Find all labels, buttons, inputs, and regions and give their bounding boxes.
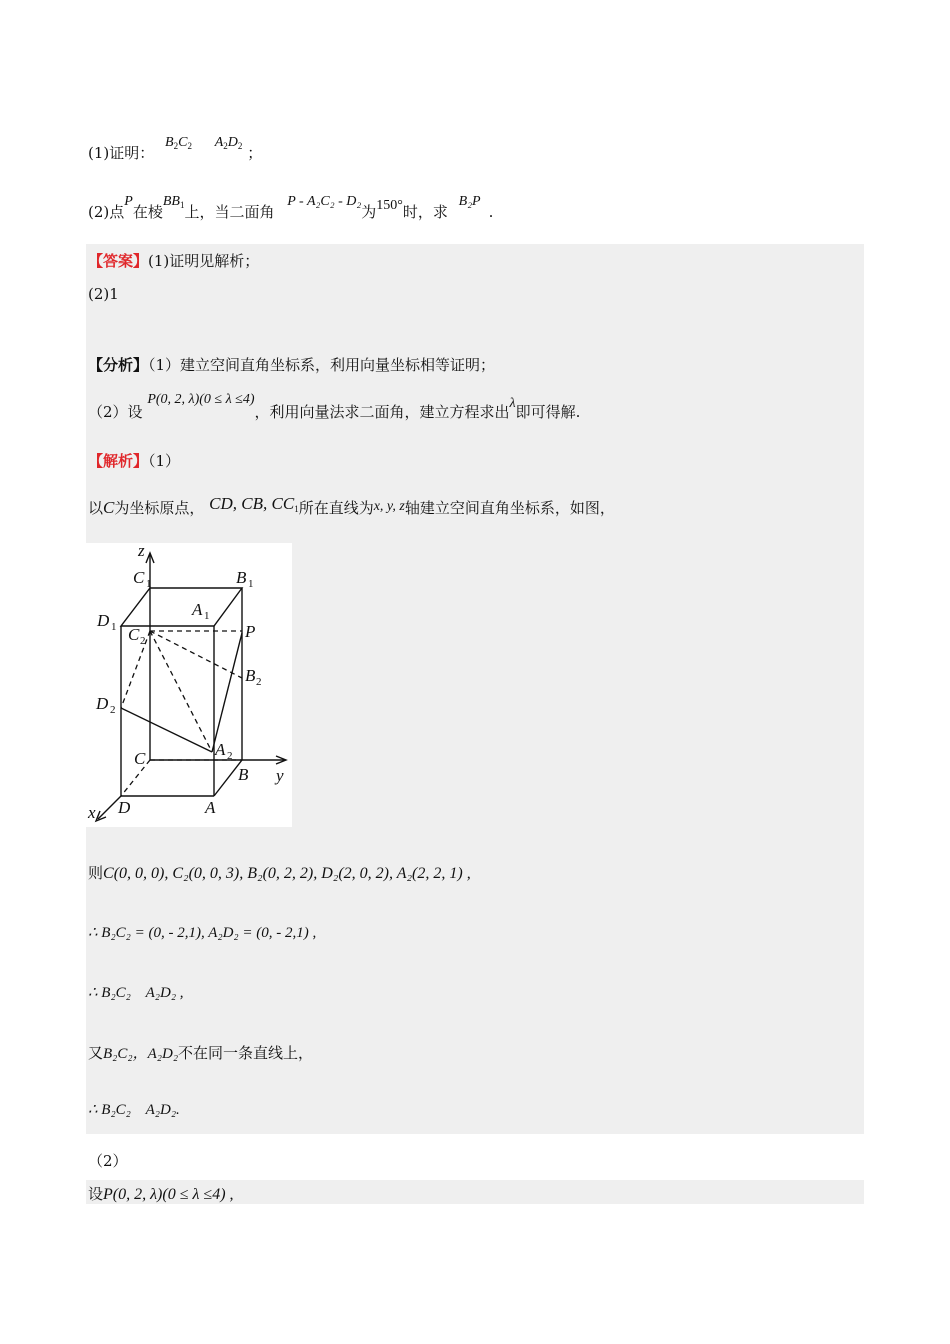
- parallel-line-2: [88, 1100, 180, 1119]
- math-vectors: ∴ B₂C₂ = (0, - 2,1), A₂D₂ = (0, - 2,1) ,: [88, 925, 317, 941]
- math-a2d2: $A_2D_2$: [214, 135, 243, 151]
- math-axes: CD, CB, $CC_1$: [209, 494, 299, 514]
- label-b1: B: [236, 568, 247, 587]
- label-a: A: [205, 798, 216, 817]
- math-angle: 150°: [376, 198, 403, 213]
- label-a2: A: [215, 740, 226, 759]
- svg-text:2: 2: [140, 635, 146, 647]
- vector-line: [88, 923, 316, 942]
- part2-label: （2）: [88, 1152, 128, 1170]
- analysis-label: 【分析】: [88, 356, 149, 374]
- label-a1: A: [192, 600, 203, 619]
- math-lambda: λ: [509, 396, 516, 411]
- label-c: C: [134, 749, 146, 768]
- line-c2a2: [150, 631, 212, 752]
- label-d: D: [118, 798, 131, 817]
- math-b2c2-a2d2: B₂C₂，A₂D₂: [103, 1046, 179, 1062]
- solution-label: 【解析】: [88, 452, 149, 470]
- math-bb1: $BB_1$: [162, 194, 185, 210]
- label-b2: B: [245, 666, 256, 685]
- svg-text:1: 1: [146, 578, 152, 590]
- math-coords: C(0, 0, 0), C₂(0, 0, 3), B₂(0, 2, 2), D₂(2, 0, 2), A₂(2, 2, 1) ,: [103, 865, 471, 882]
- label-b: B: [238, 765, 249, 784]
- line-c2b2: [150, 631, 242, 678]
- svg-text:2: 2: [227, 750, 233, 762]
- math-parallel-2: ∴ B₂C₂ A₂D₂.: [88, 1102, 180, 1118]
- prism-diagram: [86, 543, 292, 827]
- coords-line: 则C(0, 0, 0), C₂(0, 0, 3), B₂(0, 2, 2), D₂(2, 0, 2), A₂(2, 2, 1) ,: [88, 864, 471, 882]
- top-face: [121, 588, 242, 626]
- answer-label: 【答案】: [88, 252, 149, 270]
- label-y: y: [276, 766, 284, 785]
- question-2: (2)点P在棱$BB_1$上，当二面角 P - A₂C₂ - D₂为150°时，求 B₂P.: [88, 194, 494, 221]
- svg-text:1: 1: [248, 578, 254, 590]
- math-p-lambda: P(0, 2, λ)(0 ≤ λ ≤4): [147, 392, 255, 407]
- parallel-line-1: [88, 983, 184, 1002]
- label-d1: D: [97, 611, 110, 630]
- line-a2p: [212, 633, 242, 752]
- label-d2: D: [96, 694, 109, 713]
- math-p: P: [124, 194, 133, 209]
- label-c2: C: [128, 625, 140, 644]
- label-z: z: [138, 543, 145, 560]
- svg-text:2: 2: [110, 704, 116, 716]
- svg-text:2: 2: [256, 676, 262, 688]
- analysis-line2: （2）设 P(0, 2, λ)(0 ≤ λ ≤4)，利用向量法求二面角，建立方程求出λ即可得解.: [88, 392, 581, 421]
- math-dihedral: P - A₂C₂ - D₂: [287, 194, 362, 209]
- label-p: P: [245, 622, 256, 641]
- math-p-set: P(0, 2, λ)(0 ≤ λ ≤4) ,: [103, 1186, 234, 1203]
- math-b2c2: $B_2C_2$: [165, 135, 192, 151]
- answer-line: 【答案】(1)证明见解析；: [88, 252, 260, 270]
- line-d2a2: [121, 708, 212, 752]
- math-b2p: B₂P: [458, 194, 481, 209]
- solution-setup: 以C为坐标原点， CD, CB, $CC_1$所在直线为x, y, z轴建立空间直角坐标系，如图，: [88, 494, 615, 517]
- label-x: x: [88, 803, 96, 822]
- math-parallel-1: ∴ B₂C₂ A₂D₂ ,: [88, 985, 184, 1001]
- solution-label-line: 【解析】（1）: [88, 452, 181, 470]
- not-collinear-line: 又B₂C₂，A₂D₂不在同一条直线上，: [88, 1044, 314, 1062]
- analysis-line1: 【分析】（1）建立空间直角坐标系，利用向量坐标相等证明；: [88, 356, 496, 374]
- svg-text:1: 1: [111, 621, 117, 633]
- part2-set-line: 设P(0, 2, λ)(0 ≤ λ ≤4) ,: [88, 1185, 234, 1203]
- prism-figure: [86, 543, 292, 827]
- label-c1: C: [133, 568, 145, 587]
- answer-part2: (2)1: [88, 285, 119, 303]
- question-1: (1)证明： $B_2C_2$ $A_2D_2$ ；: [88, 135, 263, 162]
- svg-text:1: 1: [204, 610, 210, 622]
